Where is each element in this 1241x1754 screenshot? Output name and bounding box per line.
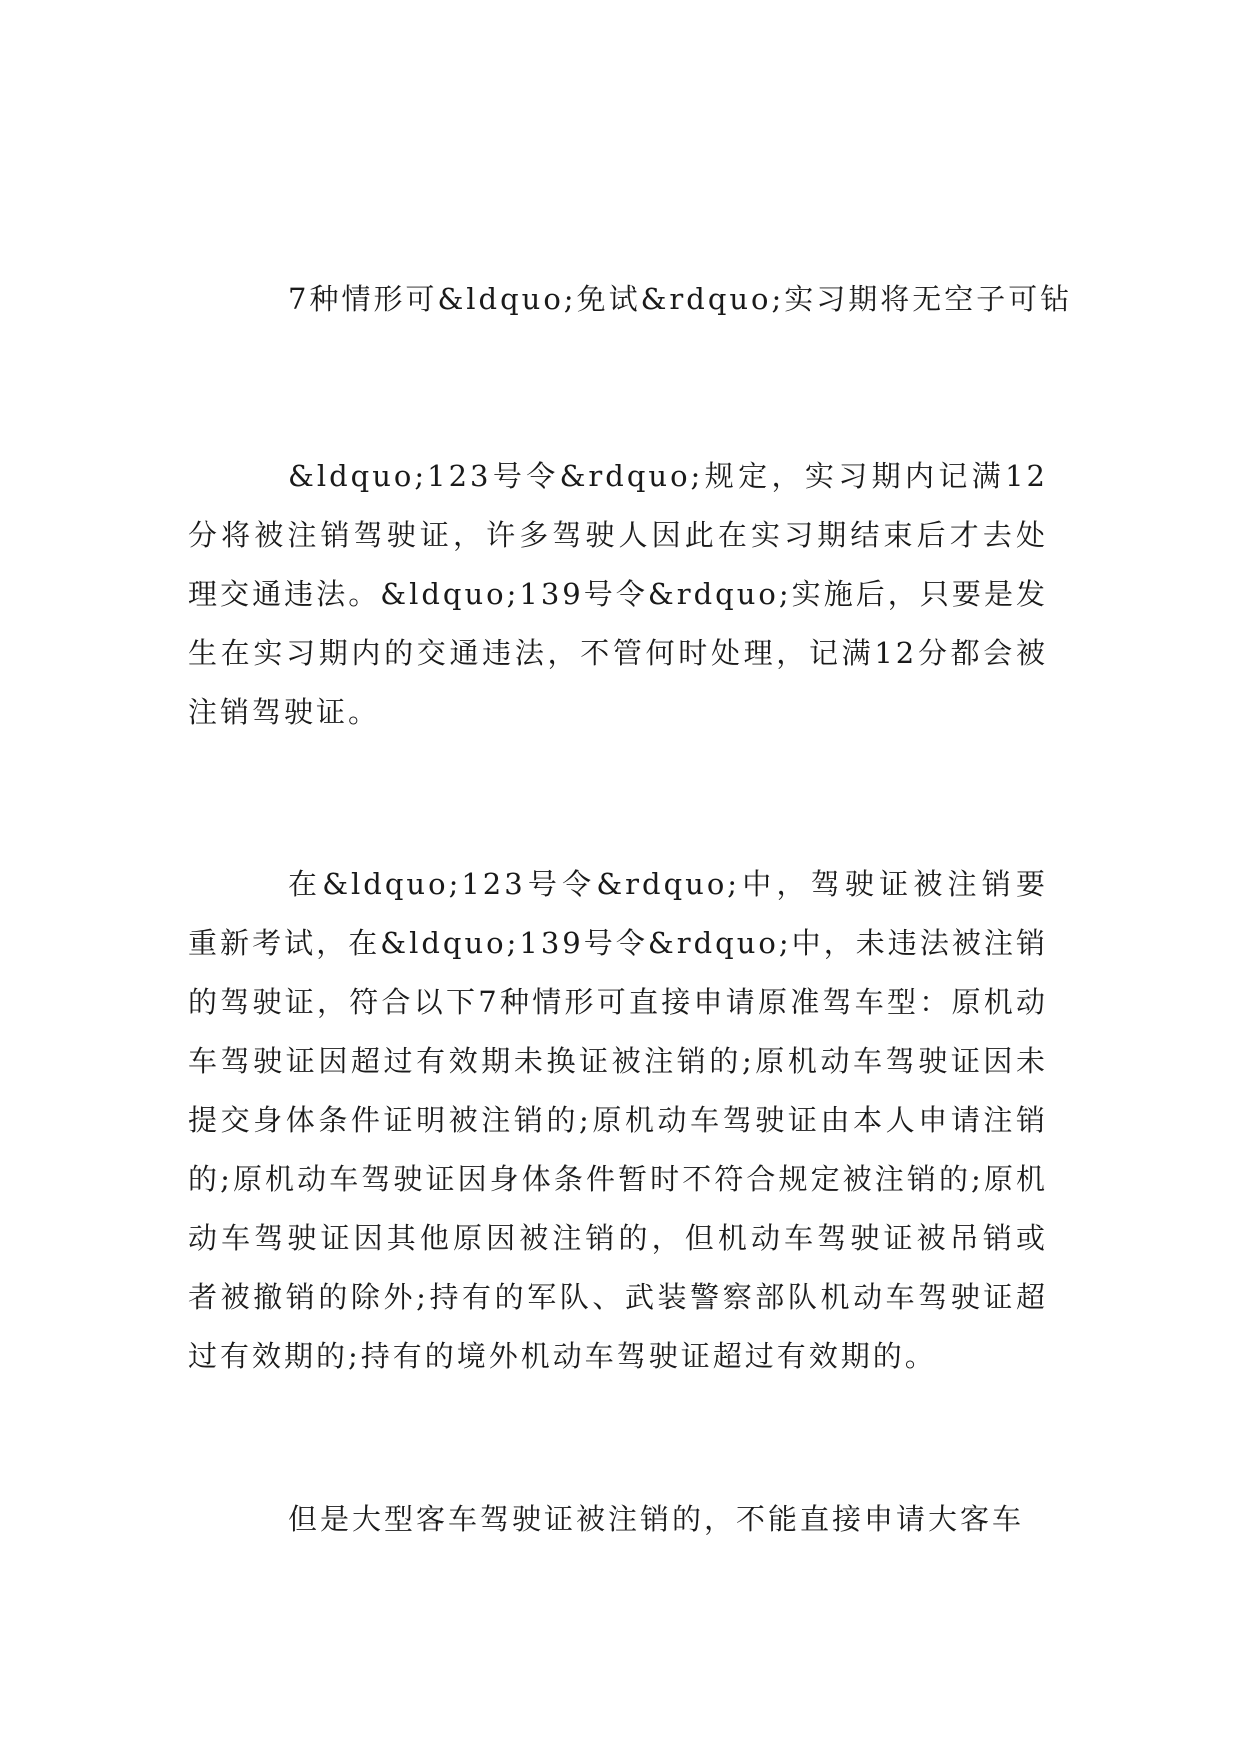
paragraph-1: &ldquo;123号令&rdquo;规定，实习期内记满12分将被注销驾驶证，许多驾驶人因此在实习期结束后才去处理交通违法。&ldquo;139号令&rdquo;实施后，只要是发生在实习期内的交通违法，不管何时处理，记满12分都会被注销驾驶证。 [188, 459, 1048, 729]
paragraph-2: 在&ldquo;123号令&rdquo;中，驾驶证被注销要重新考试，在&ldquo;139号令&rdquo;中，未违法被注销的驾驶证，符合以下7种情形可直接申请原准驾车型：原机动车驾驶证因超过有效期未换证被注销的;原机动车驾驶证因未提交身体条件证明被注销的;原机动车驾驶证由本人申请注销的;原机动车驾驶证因身体条件暂时不符合规定被注销的;原机动车驾驶证因其他原因被注销的，但机动车驾驶证被吊销或者被撤销的除外;持有的军队、武装警察部队机动车驾驶证超过有效期的;持有的境外机动车驾驶证超过有效期的。 [188, 867, 1048, 1373]
section-heading-line: 7种情形可&ldquo;免试&rdquo;实习期将无空子可钻 [288, 282, 1073, 316]
paragraph-3: 但是大型客车驾驶证被注销的，不能直接申请大客车 [288, 1502, 1025, 1536]
